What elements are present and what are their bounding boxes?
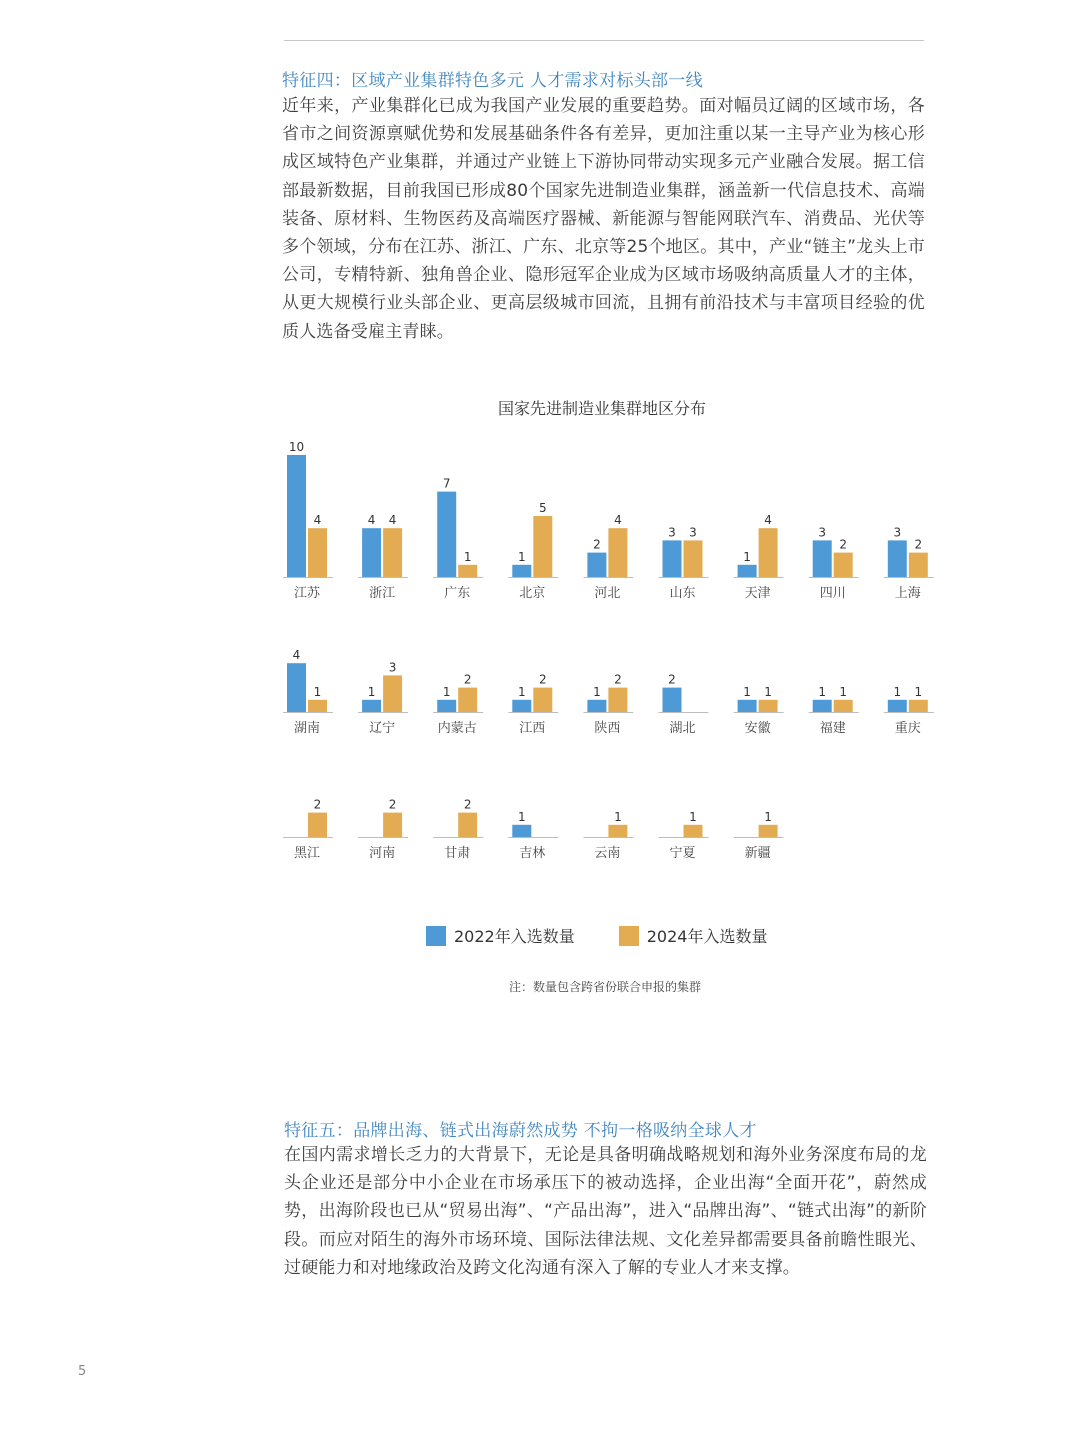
bar-value-label: 2	[593, 537, 601, 552]
bar-2024	[759, 825, 778, 837]
bar-2024	[458, 813, 477, 837]
bar-2024	[383, 528, 402, 577]
bar-value-label: 7	[442, 476, 451, 491]
bar-value-label: 2	[839, 537, 848, 552]
bar-2022	[287, 455, 306, 577]
bar-value-label: 2	[668, 672, 676, 687]
chart-legend	[426, 924, 811, 947]
category-label: 重庆	[894, 721, 921, 736]
top-divider	[284, 40, 924, 41]
legend-swatch-2024	[619, 926, 639, 946]
bar-value-label: 1	[517, 549, 526, 564]
bar-2022	[287, 663, 306, 712]
bar-value-label: 3	[388, 660, 397, 675]
category-label: 上海	[894, 586, 921, 601]
bar-value-label: 1	[367, 684, 376, 699]
bar-value-label: 1	[818, 684, 827, 699]
bar-value-label: 4	[764, 513, 772, 528]
legend-label-2024: 2024年入选数量	[646, 927, 768, 946]
bar-2024	[458, 688, 477, 712]
section4-title: 特征四：区域产业集群特色多元 人才需求对标头部一线	[282, 71, 703, 91]
bar-value-label: 2	[614, 672, 622, 687]
bar-2022	[512, 700, 531, 712]
bar-value-label: 1	[839, 684, 848, 699]
category-label: 吉林	[519, 846, 546, 861]
bar-value-label: 1	[743, 549, 751, 564]
bar-2022	[888, 540, 907, 577]
bar-2024	[608, 528, 627, 577]
bar-value-label: 4	[292, 648, 301, 663]
category-label: 北京	[519, 586, 546, 601]
bar-2022	[437, 492, 456, 577]
bar-2024	[909, 553, 928, 577]
bar-value-label: 3	[689, 525, 697, 540]
bar-value-label: 1	[463, 549, 472, 564]
bar-2022	[813, 700, 832, 712]
bar-value-label: 2	[388, 797, 397, 812]
section5-title: 特征五：品牌出海、链式出海蔚然成势 不拘一格吸纳全球人才	[284, 1121, 757, 1141]
category-label: 福建	[819, 721, 846, 736]
page-number: 5	[78, 1364, 87, 1379]
bar-value-label: 2	[313, 797, 322, 812]
bar-value-label: 1	[764, 684, 772, 699]
category-label: 河南	[369, 846, 396, 861]
bar-2024	[308, 700, 327, 712]
bar-value-label: 3	[893, 525, 902, 540]
category-label: 浙江	[369, 586, 396, 601]
bar-value-label: 3	[668, 525, 676, 540]
bar-value-label: 1	[914, 684, 923, 699]
bar-2022	[512, 565, 531, 577]
bar-value-label: 1	[442, 684, 451, 699]
bar-2024	[308, 813, 327, 837]
chart-note: 注：数量包含跨省份联合申报的集群	[508, 980, 701, 994]
category-label: 安徽	[744, 721, 771, 736]
bar-2024	[533, 516, 552, 577]
bar-2022	[437, 700, 456, 712]
bar-value-label: 2	[914, 537, 923, 552]
bar-value-label: 1	[517, 684, 526, 699]
category-label: 甘肃	[444, 846, 471, 861]
bar-2024	[909, 700, 928, 712]
bar-value-label: 4	[367, 513, 376, 528]
category-label: 四川	[819, 586, 846, 601]
bar-2024	[684, 825, 703, 837]
category-label: 江苏	[293, 586, 321, 601]
section5-body: 在国内需求增长乏力的大背景下，无论是具备明确战略规划和海外业务深度布局的龙头企业还是部分中小企业在市场承压下的被动选择，企业出海“全面开花”，蔚然成势，出海阶段也已从“贸易出海”、“产品出海”，进入“品牌出海”、“链式出海”的新阶段。而应对陌生的海外市场环境、国际法律法规、文化差异都需要具备前瞻性眼光、过硬能力和对地缘政治及跨文化沟通有深入了解的专业人才来支撑。	[284, 1145, 927, 1278]
legend-item-2024	[619, 924, 768, 947]
bar-value-label: 1	[593, 684, 601, 699]
bar-2022	[587, 553, 606, 577]
bar-value-label: 5	[538, 501, 547, 515]
bar-2024	[759, 700, 778, 712]
category-label: 广东	[444, 586, 471, 601]
category-label: 宁夏	[669, 846, 696, 861]
bar-value-label: 2	[538, 672, 547, 687]
category-label: 山东	[669, 586, 696, 601]
bar-2024	[684, 540, 703, 577]
bar-value-label: 10	[288, 440, 305, 454]
chart-title: 国家先进制造业集群地区分布	[497, 399, 707, 418]
bar-2024	[383, 813, 402, 837]
bar-value-label: 1	[689, 809, 697, 824]
cluster-bar-chart	[0, 380, 1080, 900]
bar-value-label: 1	[743, 684, 751, 699]
category-label: 新疆	[744, 846, 771, 861]
bar-2022	[587, 700, 606, 712]
bar-2024	[834, 700, 853, 712]
bar-value-label: 2	[463, 672, 472, 687]
category-label: 河北	[594, 586, 621, 601]
category-label: 黑江	[293, 846, 321, 861]
bar-value-label: 1	[893, 684, 902, 699]
category-label: 内蒙古	[437, 721, 477, 736]
category-label: 辽宁	[369, 721, 396, 736]
bar-value-label: 4	[388, 513, 397, 528]
bar-2022	[362, 528, 381, 577]
bar-2022	[738, 565, 757, 577]
bar-value-label: 1	[614, 809, 622, 824]
bar-2022	[362, 700, 381, 712]
bar-2022	[512, 825, 531, 837]
category-label: 云南	[594, 846, 621, 861]
bar-2024	[834, 553, 853, 577]
legend-item-2022	[426, 924, 575, 947]
bar-value-label: 1	[764, 809, 772, 824]
category-label: 湖南	[293, 721, 321, 736]
bar-value-label: 4	[313, 513, 322, 528]
category-label: 湖北	[669, 721, 696, 736]
bar-value-label: 4	[614, 513, 622, 528]
category-label: 陕西	[594, 721, 621, 736]
bar-2024	[533, 688, 552, 712]
bar-value-label: 1	[313, 684, 322, 699]
bar-2024	[608, 825, 627, 837]
legend-label-2022: 2022年入选数量	[454, 927, 575, 946]
bar-2024	[458, 565, 477, 577]
bar-2024	[759, 528, 778, 577]
bar-2022	[663, 688, 682, 712]
bar-2024	[383, 675, 402, 712]
bar-2022	[888, 700, 907, 712]
category-label: 天津	[744, 586, 771, 601]
bar-value-label: 1	[517, 809, 526, 824]
section4-body: 近年来，产业集群化已成为我国产业发展的重要趋势。面对幅员辽阔的区域市场，各省市之间资源禀赋优势和发展基础条件各有差异，更加注重以某一主导产业为核心形成区域特色产业集群，并通过产业链上下游协同带动实现多元产业融合发展。据工信部最新数据，目前我国已形成80个国家先进制造业集群，涵盖新一代信息技术、高端装备、原材料、生物医药及高端医疗器械、新能源与智能网联汽车、消费品、光伏等多个领域，分布在江苏、浙江、广东、北京等25个地区。其中，产业“链主”龙头上市公司，专精特新、独角兽企业、隐形冠军企业成为区域市场吸纳高质量人才的主体，从更大规模行业头部企业、更高层级城市回流，且拥有前沿技术与丰富项目经验的优质人选备受雇主青睐。	[282, 96, 925, 342]
bar-2024	[308, 528, 327, 577]
legend-swatch-2022	[426, 926, 446, 946]
bar-2022	[813, 540, 832, 577]
bar-2022	[738, 700, 757, 712]
bar-2022	[663, 540, 682, 577]
bar-value-label: 3	[818, 525, 827, 540]
bar-value-label: 2	[463, 797, 472, 812]
category-label: 江西	[519, 721, 546, 736]
bar-2024	[608, 688, 627, 712]
